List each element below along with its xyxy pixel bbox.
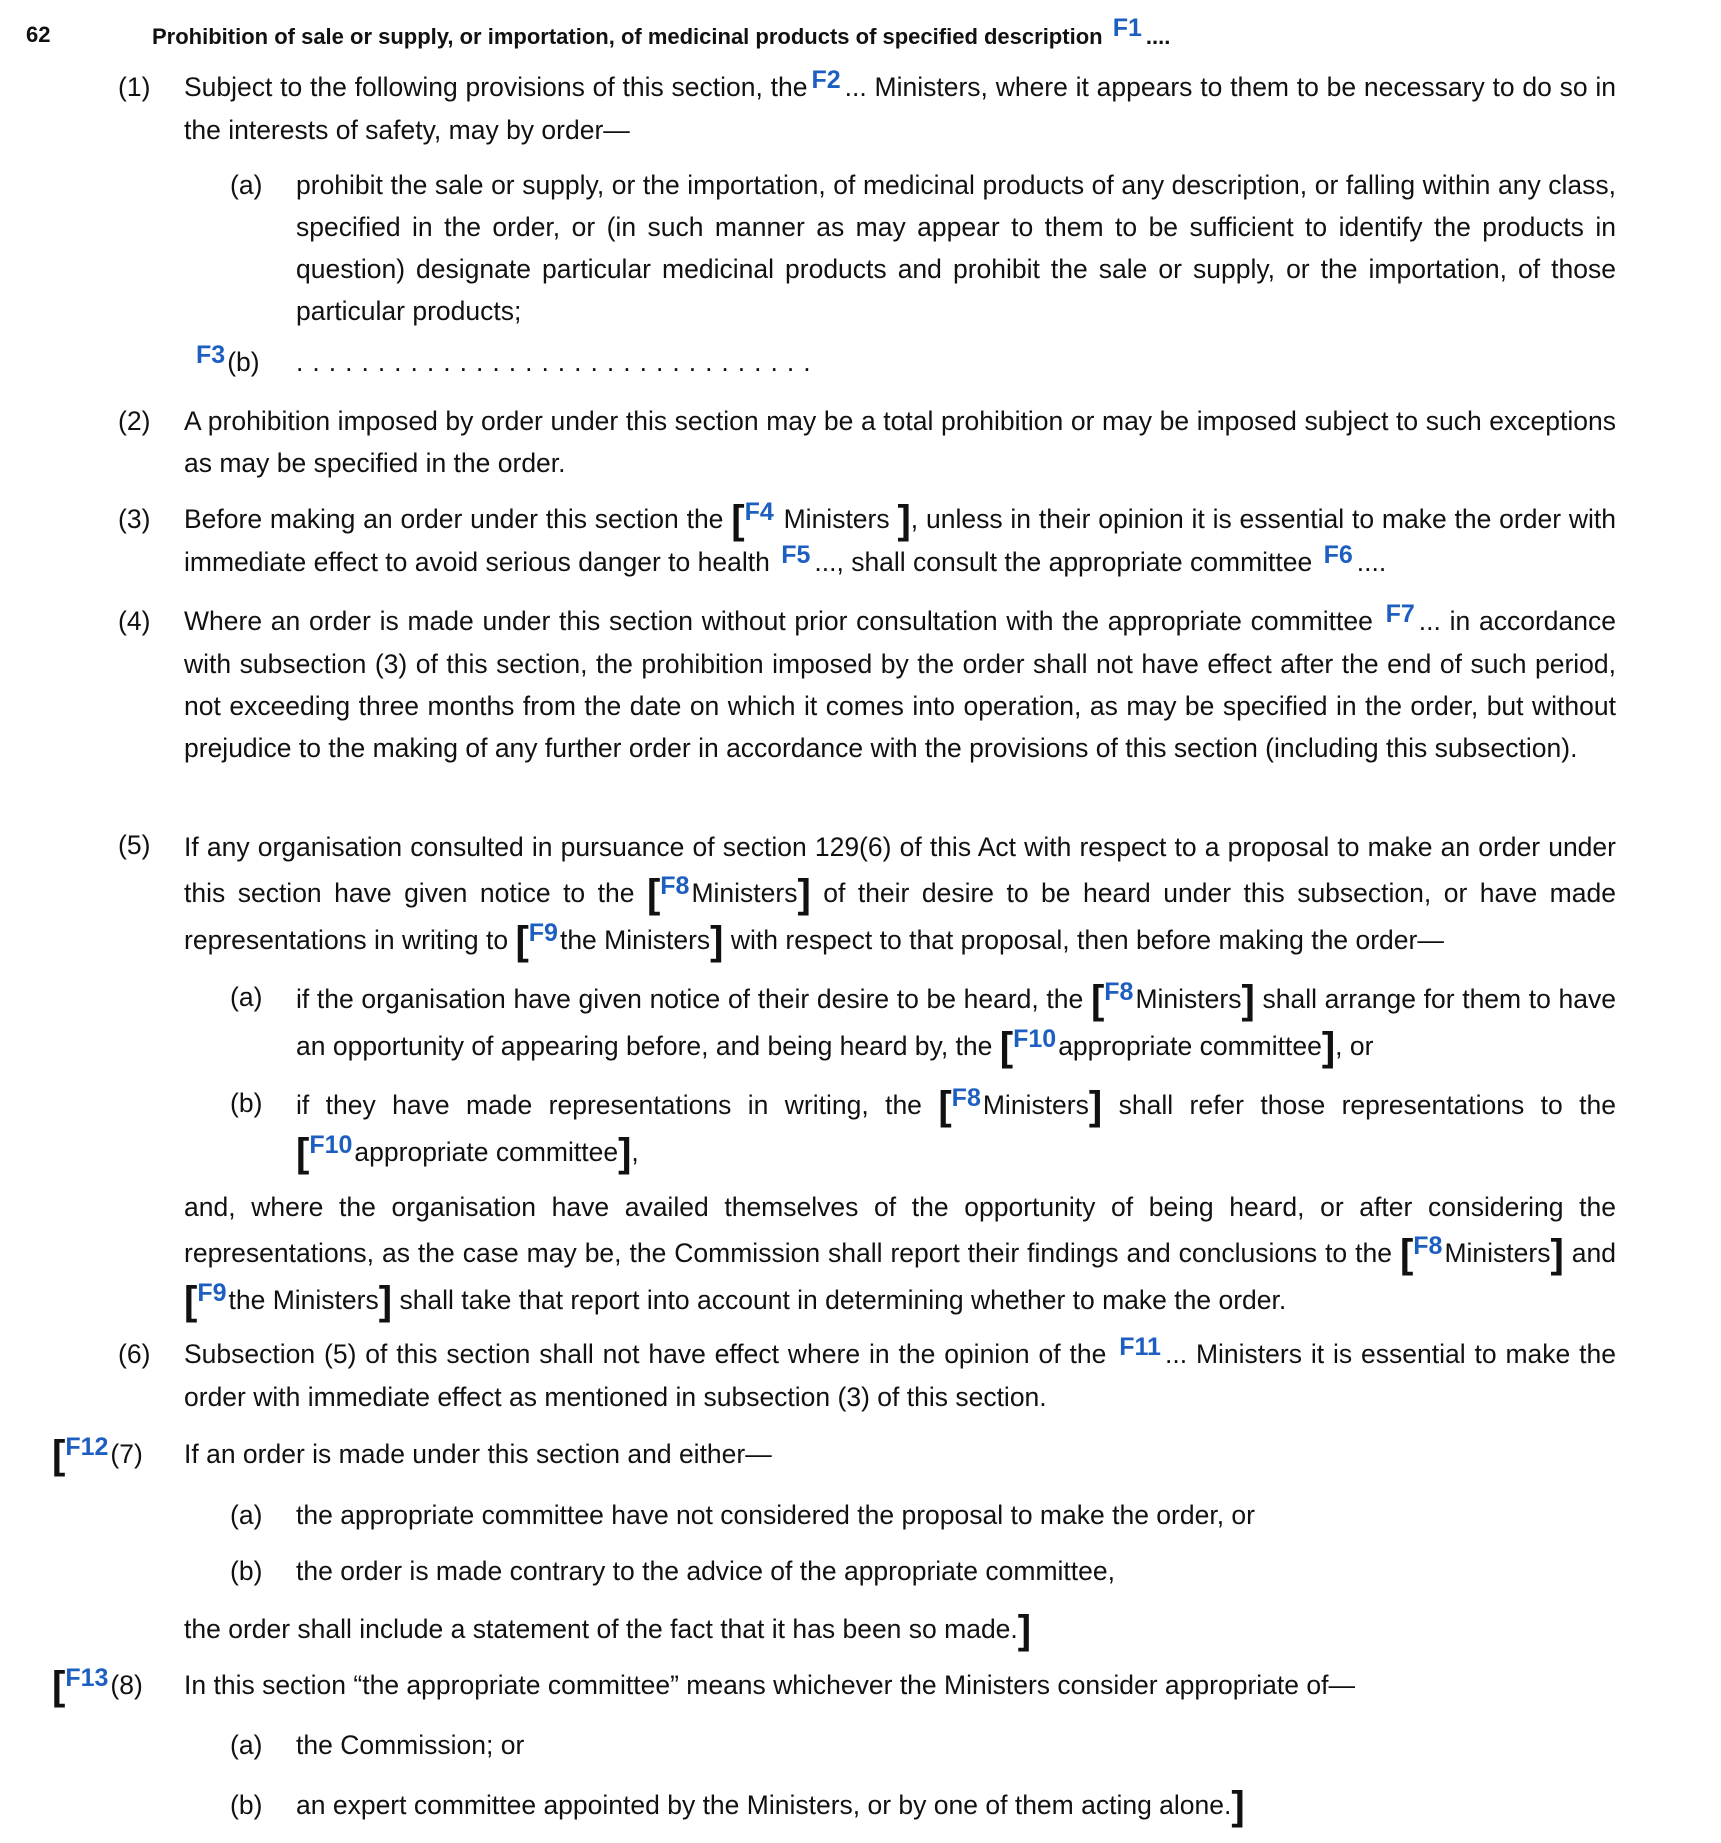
footnote-link-f9[interactable]: F9 <box>197 1279 227 1307</box>
text-run: appropriate committee <box>354 1137 619 1167</box>
item-8b-label: (b) <box>230 1790 263 1820</box>
text-run: Ministers <box>1444 1238 1551 1268</box>
subsection-2-label: (2) <box>118 406 151 436</box>
subsection-4-label: (4) <box>118 606 151 636</box>
footnote-link-f8[interactable]: F8 <box>951 1084 981 1112</box>
amendment-open-bracket: [ <box>938 1084 952 1128</box>
footnote-link-f8[interactable]: F8 <box>660 872 690 900</box>
footnote-link-f7[interactable]: F7 <box>1385 600 1415 628</box>
repealed-dots: ................................ <box>296 347 820 377</box>
item-8a-text: the Commission; or <box>296 1730 525 1760</box>
subsection-7-label-row <box>52 1433 143 1476</box>
item-5b-label: (b) <box>230 1088 263 1118</box>
text-run: of their desire to be heard under this subsection, or have made representations in writing to <box>184 878 1616 955</box>
text-run: and <box>1571 1238 1616 1268</box>
amendment-open-bracket: [ <box>296 1131 310 1175</box>
amendment-open-bracket: [ <box>646 872 661 916</box>
item-8b-text <box>296 1784 1616 1826</box>
amendment-open-bracket: [ <box>52 1664 66 1708</box>
subsection-7-closing <box>184 1608 1616 1650</box>
amendment-open-bracket: [ <box>999 1025 1014 1069</box>
subsection-8-label: (8) <box>110 1670 143 1700</box>
item-7b-text: the order is made contrary to the advice of the appropriate committee, <box>296 1556 1115 1586</box>
title-omission: .... <box>1145 24 1171 49</box>
text-run: if they have made representations in writing, the <box>296 1090 922 1120</box>
item-7a-text: the appropriate committee have not considered the proposal to make the order, or <box>296 1500 1255 1530</box>
footnote-link-f2[interactable]: F2 <box>811 66 841 94</box>
footnote-link-f3[interactable]: F3 <box>196 341 226 369</box>
amendment-close-bracket: ] <box>710 919 724 963</box>
text-run: , or <box>1335 1031 1374 1061</box>
subsection-3-label: (3) <box>118 504 151 534</box>
item-1a-label: (a) <box>230 170 263 200</box>
subsection-6-text <box>184 1333 1616 1418</box>
footnote-link-f12[interactable]: F12 <box>65 1433 109 1461</box>
text-run: the Ministers <box>228 1285 379 1315</box>
item-1a-text: prohibit the sale or supply, or the importation, of medicinal products of any description, or falling within any class, specified in the order, or (in such manner as may appear to them to be sufficient to identify the products in question) designate particular medicinal products and prohibit the sale or supply, or the importation, of those particular products; <box>296 170 1616 326</box>
amendment-close-bracket: ] <box>897 498 911 542</box>
amendment-open-bracket: [ <box>731 498 745 542</box>
amendment-close-bracket: ] <box>1550 1232 1564 1276</box>
text-run: Ministers <box>1135 984 1242 1014</box>
footnote-link-f10[interactable]: F10 <box>309 1131 353 1159</box>
text-run: Subject to the following provisions of this section, the <box>184 72 808 102</box>
subsection-1-text <box>184 66 1616 151</box>
subsection-7-label: (7) <box>110 1439 143 1469</box>
subsection-3-text <box>184 498 1616 584</box>
amendment-open-bracket: [ <box>52 1433 66 1477</box>
text-run: if the organisation have given notice of their desire to be heard, the <box>296 984 1084 1014</box>
section-title <box>152 14 1171 51</box>
subsection-8-label-row <box>52 1664 143 1707</box>
item-8a-label: (a) <box>230 1730 263 1760</box>
text-run: Ministers <box>783 504 890 534</box>
text-run: an expert committee appointed by the Ministers, or by one of them acting alone. <box>296 1790 1232 1820</box>
text-run: the Ministers <box>559 925 711 955</box>
text-run: ..., shall consult the appropriate committee <box>814 547 1313 577</box>
text-run: ... Ministers, where it appears to them to be necessary to do so in the interests of safety, may by order— <box>184 72 1616 145</box>
footnote-link-f10[interactable]: F10 <box>1013 1025 1057 1053</box>
item-1b-row <box>196 341 260 384</box>
footnote-link-f5[interactable]: F5 <box>781 541 811 569</box>
text-run: ... in accordance with subsection (3) of this section, the prohibition imposed by the order shall not have effect after the end of such period, not exceeding three months from the date on which it comes into operation, as may be specified in the order, but without prejudice to the making of any further order in accordance with the provisions of this section (including this subsection). <box>184 606 1616 763</box>
item-1b-label: (b) <box>227 347 260 377</box>
footnote-link-f4[interactable]: F4 <box>744 498 774 526</box>
amendment-open-bracket: [ <box>184 1279 198 1323</box>
item-5b-text <box>296 1082 1616 1176</box>
item-7b-label: (b) <box>230 1556 263 1586</box>
amendment-close-bracket: ] <box>1231 1784 1245 1828</box>
item-7a-label: (a) <box>230 1500 263 1530</box>
amendment-open-bracket: [ <box>1399 1232 1414 1276</box>
amendment-close-bracket: ] <box>618 1131 632 1175</box>
footnote-link-f8[interactable]: F8 <box>1104 978 1134 1006</box>
amendment-close-bracket: ] <box>1017 1608 1032 1652</box>
text-run: shall arrange for them to have an opportunity of appearing before, and being heard by, the <box>296 984 1616 1061</box>
subsection-6-label: (6) <box>118 1339 151 1369</box>
amendment-open-bracket: [ <box>1090 978 1105 1022</box>
section-number: 62 <box>26 22 51 47</box>
text-run: , unless in their opinion it is essential to make the order with immediate effect to avoid serious danger to health <box>184 504 1616 577</box>
text-run: with respect to that proposal, then before making the order— <box>730 925 1444 955</box>
subsection-5-label: (5) <box>118 830 151 860</box>
amendment-close-bracket: ] <box>1241 978 1255 1022</box>
text-run: Subsection (5) of this section shall not have effect where in the opinion of the <box>184 1339 1107 1369</box>
footnote-link-f9[interactable]: F9 <box>528 919 558 947</box>
text-run: If any organisation consulted in pursuance of section 129(6) of this Act with respect to a proposal to make an order under this section have given notice to the <box>184 832 1616 908</box>
footnote-link-f6[interactable]: F6 <box>1323 541 1353 569</box>
text-run: the order shall include a statement of the fact that it has been so made. <box>184 1614 1018 1644</box>
text-run: Where an order is made under this section without prior consultation with the appropriate committee <box>184 606 1373 636</box>
text-run: Before making an order under this section the <box>184 504 724 534</box>
subsection-5-text <box>184 824 1616 964</box>
text-run: and, where the organisation have availed themselves of the opportunity of being heard, or after considering the representations, as the case may be, the Commission shall report their findings and conclusions to the <box>184 1192 1616 1268</box>
amendment-close-bracket: ] <box>378 1279 393 1323</box>
text-run: Ministers <box>691 878 798 908</box>
item-5a-label: (a) <box>230 982 263 1012</box>
text-run: shall take that report into account in determining whether to make the order. <box>399 1285 1287 1315</box>
amendment-close-bracket: ] <box>797 872 811 916</box>
section-title-text: Prohibition of sale or supply, or importation, of medicinal products of specified description <box>152 24 1103 49</box>
footnote-link-f1[interactable]: F1 <box>1112 14 1142 42</box>
text-run: shall refer those representations to the <box>1118 1090 1617 1120</box>
subsection-7-text: If an order is made under this section and either— <box>184 1439 772 1469</box>
amendment-close-bracket: ] <box>1088 1084 1103 1128</box>
subsection-2-text: A prohibition imposed by order under this section may be a total prohibition or may be imposed subject to such exceptions as may be specified in the order. <box>184 406 1616 478</box>
footnote-link-f11[interactable]: F11 <box>1119 1333 1161 1361</box>
amendment-close-bracket: ] <box>1321 1025 1336 1069</box>
footnote-link-f13[interactable]: F13 <box>65 1664 109 1692</box>
footnote-link-f8[interactable]: F8 <box>1413 1232 1443 1260</box>
text-run: , <box>631 1137 639 1167</box>
subsection-8-text: In this section “the appropriate committee” means whichever the Ministers consider appropriate of— <box>184 1670 1355 1700</box>
amendment-open-bracket: [ <box>515 919 529 963</box>
subsection-4-text <box>184 600 1616 769</box>
subsection-5-continuation <box>184 1184 1616 1324</box>
text-run: ... Ministers it is essential to make the order with immediate effect as mentioned in subsection (3) of this section. <box>184 1339 1616 1412</box>
text-run: Ministers <box>982 1090 1089 1120</box>
text-run: appropriate committee <box>1058 1031 1322 1061</box>
item-5a-text <box>296 976 1616 1070</box>
item-1b-repealed <box>296 341 1616 383</box>
text-run: .... <box>1356 547 1387 577</box>
subsection-1-label: (1) <box>118 72 151 102</box>
